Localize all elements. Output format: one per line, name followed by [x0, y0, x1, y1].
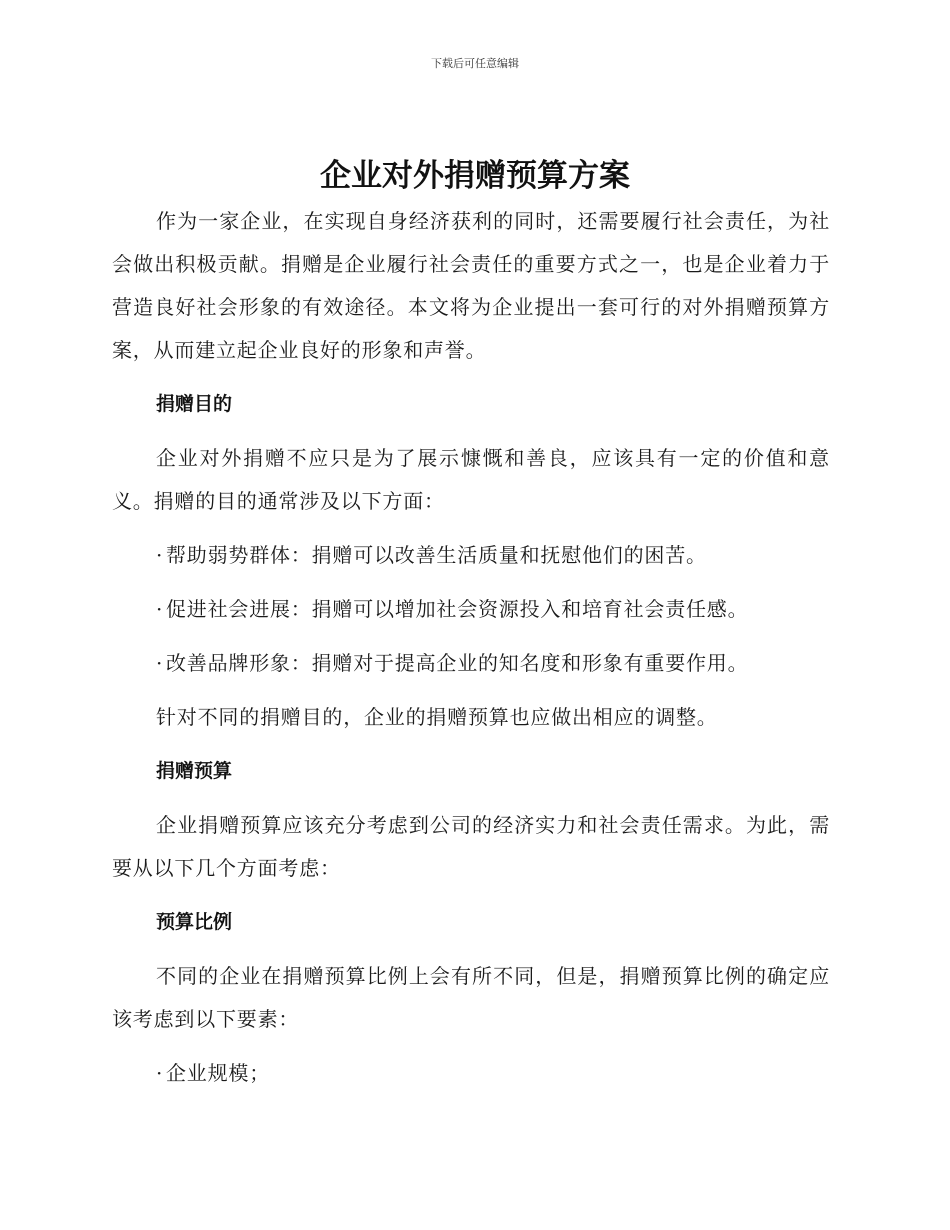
- list-item: [112, 1052, 830, 1095]
- section-heading-budget: 捐赠预算: [156, 760, 233, 782]
- header-note: 下载后可任意编辑: [431, 57, 519, 70]
- purpose-paragraph: 企业对外捐赠不应只是为了展示慷慨和善良，应该具有一定的价值和意义。捐赠的目的通常涉及以下方面：: [112, 446, 830, 513]
- intro-paragraph: 作为一家企业，在实现自身经济获利的同时，还需要履行社会责任，为社会做出积极贡献。捐赠是企业履行社会责任的重要方式之一，也是企业着力于营造良好社会形象的有效途径。本文将为企业提出一套可行的对外捐赠预算方案，从而建立起企业良好的形象和声誉。: [112, 209, 830, 362]
- list-item-text: 帮助弱势群体：捐赠可以改善生活质量和抚慰他们的困苦。: [166, 543, 707, 567]
- list-item: [112, 588, 830, 631]
- budget-paragraph: 企业捐赠预算应该充分考虑到公司的经济实力和社会责任需求。为此，需要从以下几个方面考虑：: [112, 813, 830, 880]
- bullet-icon: ·: [156, 651, 164, 675]
- document-body: [112, 200, 830, 1106]
- bullet-icon: ·: [156, 597, 164, 621]
- list-item: [112, 642, 830, 685]
- list-item: [112, 534, 830, 577]
- list-item-text: 企业规模；: [166, 1061, 270, 1085]
- page-title: 企业对外捐赠预算方案: [320, 158, 630, 194]
- ratio-paragraph: 不同的企业在捐赠预算比例上会有所不同，但是，捐赠预算比例的确定应该考虑到以下要素：: [112, 964, 830, 1031]
- list-item-text: 改善品牌形象：捐赠对于提高企业的知名度和形象有重要作用。: [166, 651, 749, 675]
- purpose-closing-paragraph: 针对不同的捐赠目的，企业的捐赠预算也应做出相应的调整。: [156, 705, 718, 729]
- section-heading-ratio: 预算比例: [156, 911, 233, 933]
- bullet-icon: ·: [156, 543, 164, 567]
- list-item-text: 促进社会进展：捐赠可以增加社会资源投入和培育社会责任感。: [166, 597, 749, 621]
- section-heading-purpose: 捐赠目的: [156, 393, 233, 415]
- bullet-icon: ·: [156, 1061, 164, 1085]
